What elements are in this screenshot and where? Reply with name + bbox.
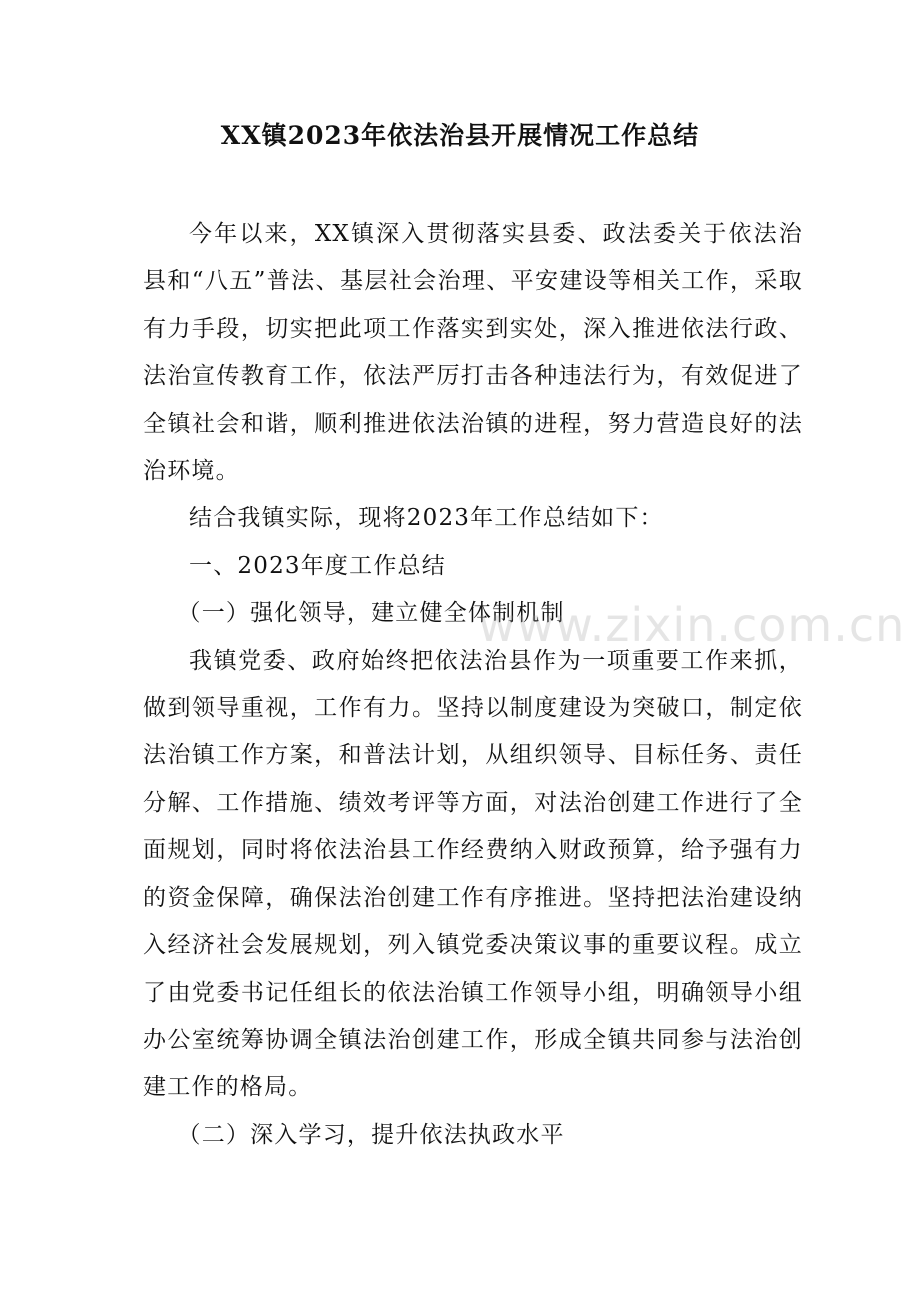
leadership-paragraph: 我镇党委、政府始终把依法治县作为一项重要工作来抓，做到领导重视，工作有力。坚持以制度建设为突破口，制定依法治镇工作方案，和普法计划，从组织领导、目标任务、责任分解、工作措施、绩效考评等方面，对法治创建工作进行了全面规划，同时将依法治县工作经费纳入财政预算，给予强有力的资金保障，确保法治创建工作有序推进。坚持把法治建设纳入经济社会发展规划，列入镇党委决策议事的重要议程。成立了由党委书记任组长的依法治镇工作领导小组，明确领导小组办公室统筹协调全镇法治创建工作，形成全镇共同参与法治创建工作的格局。: [143, 647, 803, 1101]
subsection-heading-1: （一）强化领导，建立健全体制机制: [177, 600, 565, 627]
document-title: XX镇2023年依法治县开展情况工作总结: [220, 121, 700, 150]
subsection-heading-2: （二）深入学习，提升依法执政水平: [177, 1121, 565, 1148]
summary-intro-paragraph: 结合我镇实际，现将2023年工作总结如下：: [189, 505, 664, 532]
document-body: [143, 211, 803, 1159]
watermark-text: www.zixin.com.cn: [478, 598, 906, 652]
intro-paragraph: 今年以来，XX镇深入贯彻落实县委、政法委关于依法治县和“八五”普法、基层社会治理、平安建设等相关工作，采取有力手段，切实把此项工作落实到实处，深入推进依法行政、法治宣传教育工作，依法严厉打击各种违法行为，有效促进了全镇社会和谐，顺利推进依法治镇的进程，努力营造良好的法治环境。: [143, 221, 803, 485]
section-heading-1: 一、2023年度工作总结: [189, 552, 446, 579]
